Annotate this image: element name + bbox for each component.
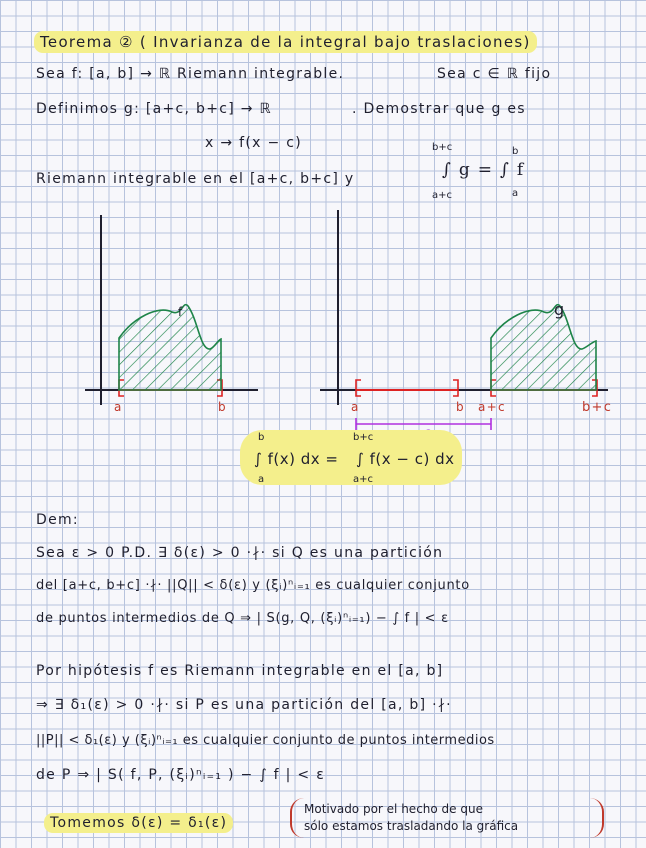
proof-line-4: Por hipótesis f es Riemann integrable en el [a, b] xyxy=(36,663,444,679)
theorem-line-3: x → f(x − c) xyxy=(205,135,302,151)
left-b-label: b xyxy=(218,400,227,414)
theorem-line-1b: Sea c ∈ ℝ fijo xyxy=(437,66,552,82)
theorem-line-1a: Sea f: [a, b] → ℝ Riemann integrable. xyxy=(36,66,345,82)
formula-upper-left: b xyxy=(258,432,265,443)
note-line-1: Motivado por el hecho de que xyxy=(304,802,483,816)
right-bc-label: b+c xyxy=(582,400,613,415)
right-a-label: a xyxy=(351,400,360,414)
left-a-label: a xyxy=(114,400,123,414)
stmt-upper-limit-2: b xyxy=(512,146,519,157)
right-b-label: b xyxy=(456,400,465,414)
right-ac-label: a+c xyxy=(478,400,506,414)
left-area xyxy=(119,305,221,390)
proof-line-7: de P ⇒ | S( f, P, (ξᵢ)ⁿᵢ₌₁ ) − ∫ f | < ε xyxy=(36,767,326,783)
theorem-title: Teorema ② ( Invarianza de la integral bajo traslaciones) xyxy=(34,31,537,53)
right-area xyxy=(491,305,596,390)
proof-line-5: ⇒ ∃ δ₁(ε) > 0 ·∤· si P es una partición del [a, b] ·∤· xyxy=(36,697,452,713)
theorem-line-2b: . Demostrar que g es xyxy=(352,101,526,117)
theorem-line-4: Riemann integrable en el [a+c, b+c] y xyxy=(36,171,355,187)
stmt-upper-limit: b+c xyxy=(432,142,453,153)
formula-lower-left: a xyxy=(258,474,265,485)
stmt-lower-limit-2: a xyxy=(512,188,519,199)
formula-left: ∫ f(x) dx = xyxy=(254,450,339,468)
theorem-line-2a: Definimos g: [a+c, b+c] → ℝ xyxy=(36,101,272,117)
proof-heading: Dem: xyxy=(36,512,79,528)
formula-upper-right: b+c xyxy=(353,432,374,443)
note-line-2: sólo estamos trasladando la gráfica xyxy=(304,819,519,833)
proof-line-2: del [a+c, b+c] ·∤· ||Q|| < δ(ε) y (ξᵢ)ⁿᵢ₌₁ es cualquier conjunto xyxy=(36,578,470,593)
proof-line-3: de puntos intermedios de Q ⇒ | S(g, Q, (ξᵢ)ⁿᵢ₌₁) − ∫ f | < ε xyxy=(36,611,449,626)
proof-line-6: ||P|| < δ₁(ε) y (ξᵢ)ⁿᵢ₌₁ es cualquier conjunto de puntos intermedios xyxy=(36,733,495,748)
right-bracket-a xyxy=(356,380,361,396)
right-bracket-b xyxy=(453,380,458,396)
right-g-label: g xyxy=(554,300,566,319)
tomemos-line: Tomemos δ(ε) = δ₁(ε) xyxy=(44,813,233,833)
stmt-lower-limit: a+c xyxy=(432,190,453,201)
left-f-label: f xyxy=(178,305,184,319)
stmt-integral: ∫ g = ∫ f xyxy=(442,160,525,180)
formula-right: ∫ f(x − c) dx xyxy=(356,450,455,468)
proof-line-1: Sea ε > 0 P.D. ∃ δ(ε) > 0 ·∤· si Q es una partición xyxy=(36,545,444,561)
formula-lower-right: a+c xyxy=(353,474,374,485)
